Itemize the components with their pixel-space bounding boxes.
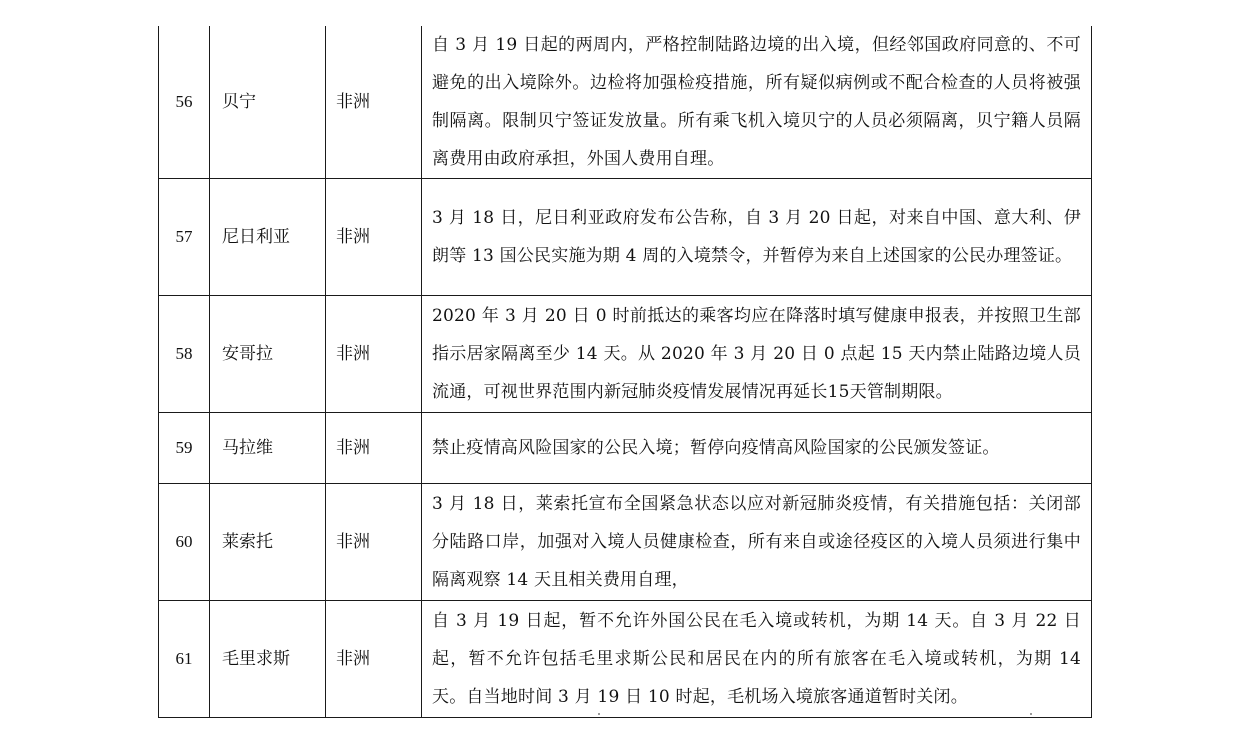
scan-speck [1030, 713, 1032, 715]
table-row [159, 413, 1092, 484]
row-number: 61 [159, 601, 210, 718]
row-number: 57 [159, 179, 210, 296]
row-number: 60 [159, 484, 210, 601]
table-row [159, 601, 1092, 718]
measures-cell: 3 月 18 日，尼日利亚政府发布公告称，自 3 月 20 日起，对来自中国、意大利、伊朗等 13 国公民实施为期 4 周的入境禁令，并暂停为来自上述国家的公民办理签证。 [422, 179, 1092, 296]
measures-cell: 禁止疫情高风险国家的公民入境；暂停向疫情高风险国家的公民颁发签证。 [422, 413, 1092, 484]
entry-restrictions-table [158, 26, 1092, 718]
table-row [159, 179, 1092, 296]
country-cell: 安哥拉 [210, 296, 326, 413]
scan-speck [598, 713, 600, 715]
region-cell: 非洲 [326, 601, 422, 718]
row-number: 58 [159, 296, 210, 413]
region-cell: 非洲 [326, 179, 422, 296]
country-cell: 尼日利亚 [210, 179, 326, 296]
measures-cell: 2020 年 3 月 20 日 0 时前抵达的乘客均应在降落时填写健康申报表，并按照卫生部指示居家隔离至少 14 天。从 2020 年 3 月 20 日 0 点起 15 天内禁止陆路边境人员流通，可视世界范围内新冠肺炎疫情发展情况再延长15天管制期限。 [422, 296, 1092, 413]
measures-cell: 自 3 月 19 日起的两周内，严格控制陆路边境的出入境，但经邻国政府同意的、不可避免的出入境除外。边检将加强检疫措施，所有疑似病例或不配合检查的人员将被强制隔离。限制贝宁签证发放量。所有乘飞机入境贝宁的人员必须隔离，贝宁籍人员隔离费用由政府承担，外国人费用自理。 [422, 26, 1092, 179]
table-row [159, 296, 1092, 413]
measures-cell: 自 3 月 19 日起，暂不允许外国公民在毛入境或转机，为期 14 天。自 3 月 22 日起，暂不允许包括毛里求斯公民和居民在内的所有旅客在毛入境或转机，为期 14 天。自当地时间 3 月 19 日 10 时起，毛机场入境旅客通道暂时关闭。 [422, 601, 1092, 718]
row-number: 59 [159, 413, 210, 484]
country-cell: 莱索托 [210, 484, 326, 601]
measures-cell: 3 月 18 日，莱索托宣布全国紧急状态以应对新冠肺炎疫情，有关措施包括：关闭部分陆路口岸，加强对入境人员健康检查，所有来自或途径疫区的入境人员须进行集中隔离观察 14 天且相关费用自理， [422, 484, 1092, 601]
region-cell: 非洲 [326, 484, 422, 601]
region-cell: 非洲 [326, 26, 422, 179]
country-cell: 马拉维 [210, 413, 326, 484]
table-row [159, 26, 1092, 179]
row-number: 56 [159, 26, 210, 179]
region-cell: 非洲 [326, 296, 422, 413]
country-cell: 毛里求斯 [210, 601, 326, 718]
region-cell: 非洲 [326, 413, 422, 484]
country-cell: 贝宁 [210, 26, 326, 179]
table-row [159, 484, 1092, 601]
